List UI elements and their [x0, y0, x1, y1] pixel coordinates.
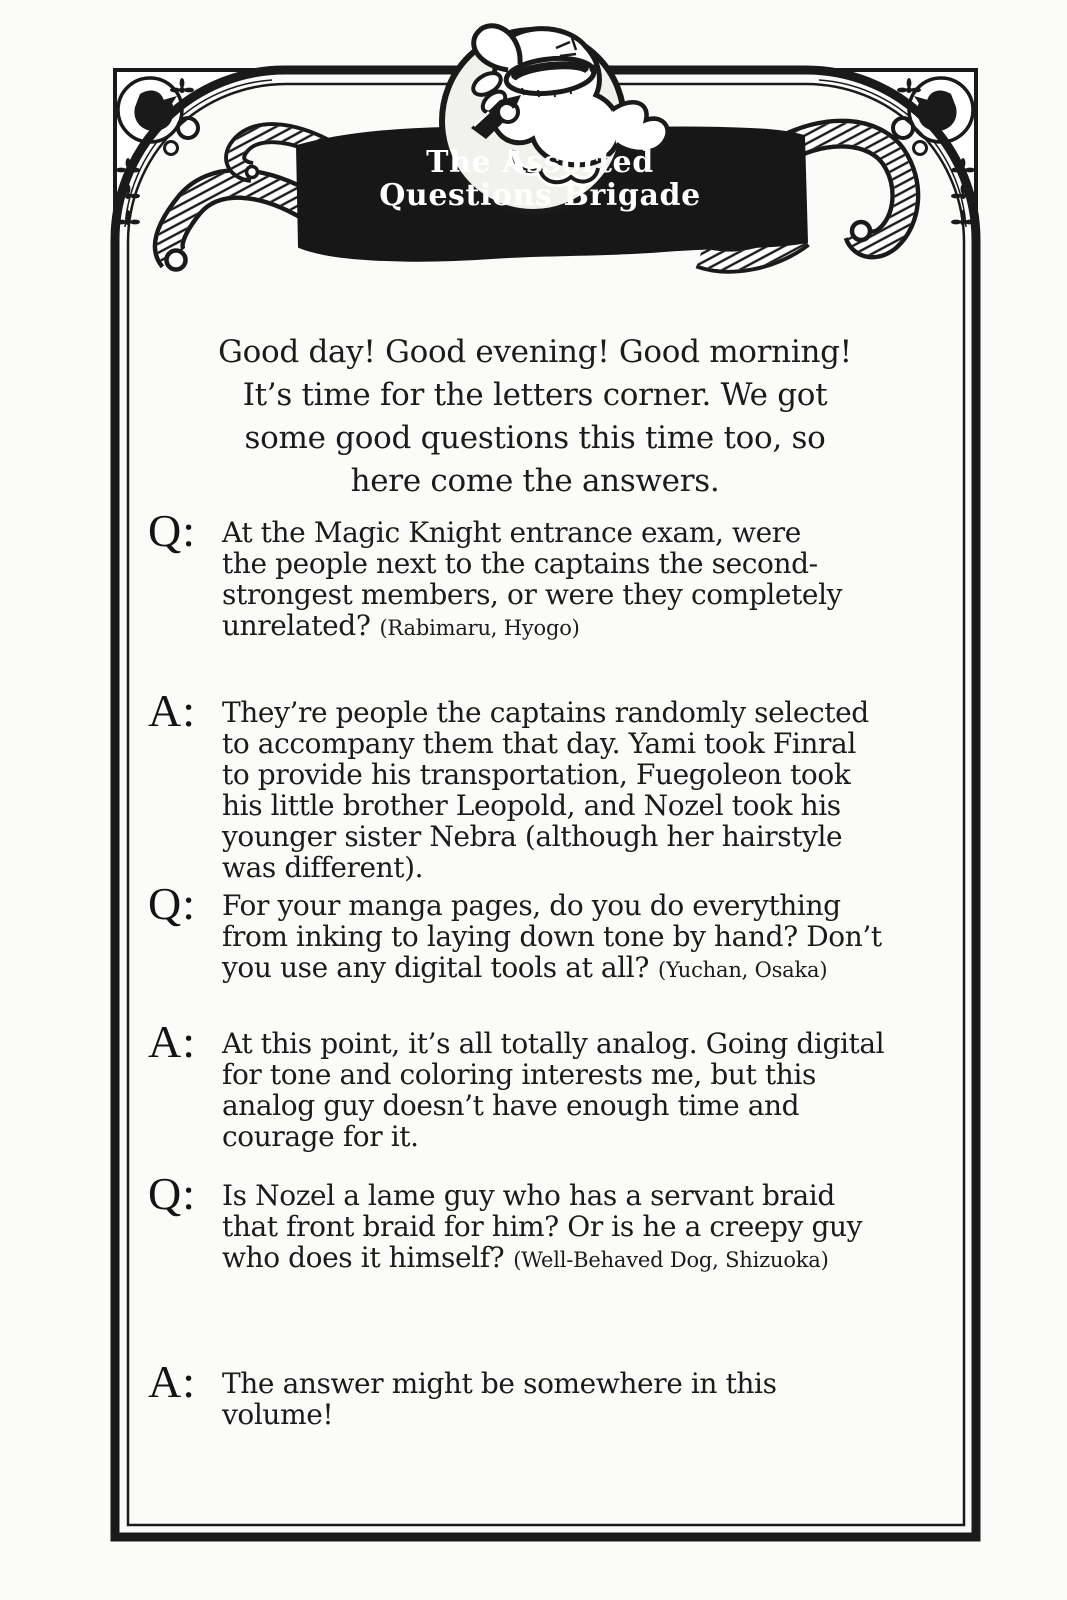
- question-line: that front braid for him? Or is he a creepy guy: [222, 1210, 863, 1243]
- answer-block-1: [148, 685, 948, 884]
- question-line-last: [222, 610, 948, 644]
- question-label: Q:: [148, 878, 196, 929]
- answer-line: younger sister Nebra (although her hairstyle: [222, 820, 843, 853]
- intro-line: here come the answers.: [350, 463, 720, 499]
- answer-line: his little brother Leopold, and Nozel took his: [222, 789, 841, 822]
- question-block-1: [148, 505, 948, 644]
- answer-label: A:: [148, 1356, 196, 1407]
- answer-line: to accompany them that day. Yami took Finral: [222, 727, 856, 760]
- answer-line: to provide his transportation, Fuegoleon took: [222, 758, 851, 791]
- question-label: Q:: [148, 505, 196, 556]
- question-block-3: [148, 1168, 948, 1276]
- answer-line: volume!: [222, 1398, 334, 1431]
- answer-line: for tone and coloring interests me, but this: [222, 1058, 816, 1091]
- answer-label: A:: [148, 685, 196, 736]
- answer-line: The answer might be somewhere in this: [222, 1367, 777, 1400]
- answer-line: was different).: [222, 851, 424, 884]
- question-attribution: (Yuchan, Osaka): [657, 958, 828, 982]
- question-block-2: [148, 878, 948, 986]
- question-line-last: [222, 1242, 948, 1276]
- answer-line: courage for it.: [222, 1120, 419, 1153]
- question-line: For your manga pages, do you do everything: [222, 889, 841, 922]
- question-line: Is Nozel a lame guy who has a servant braid: [222, 1179, 835, 1212]
- answer-line: At this point, it’s all totally analog. Going digital: [222, 1027, 885, 1060]
- page-title-line-2: Questions Brigade: [379, 178, 701, 213]
- question-line-last: [222, 952, 948, 986]
- intro-paragraph: [110, 331, 960, 503]
- question-line: unrelated?: [222, 609, 371, 642]
- intro-line: Good day! Good evening! Good morning!: [218, 334, 852, 370]
- page-title-line-1: The Assorted: [426, 145, 654, 180]
- question-line: you use any digital tools at all?: [222, 951, 649, 984]
- answer-block-3: [148, 1356, 948, 1431]
- intro-line: some good questions this time too, so: [244, 420, 826, 456]
- intro-line: It’s time for the letters corner. We got: [242, 377, 828, 413]
- page-title: [140, 146, 940, 212]
- question-line: At the Magic Knight entrance exam, were: [222, 516, 801, 549]
- answer-label: A:: [148, 1016, 196, 1067]
- question-line: the people next to the captains the second-: [222, 547, 818, 580]
- answer-line: analog guy doesn’t have enough time and: [222, 1089, 800, 1122]
- answer-block-2: [148, 1016, 948, 1153]
- question-attribution: (Well-Behaved Dog, Shizuoka): [513, 1248, 829, 1272]
- question-line: from inking to laying down tone by hand? Don’t: [222, 920, 882, 953]
- question-label: Q:: [148, 1168, 196, 1219]
- question-attribution: (Rabimaru, Hyogo): [379, 616, 580, 640]
- question-line: strongest members, or were they completely: [222, 578, 843, 611]
- answer-line: They’re people the captains randomly selected: [222, 696, 869, 729]
- question-line: who does it himself?: [222, 1241, 505, 1274]
